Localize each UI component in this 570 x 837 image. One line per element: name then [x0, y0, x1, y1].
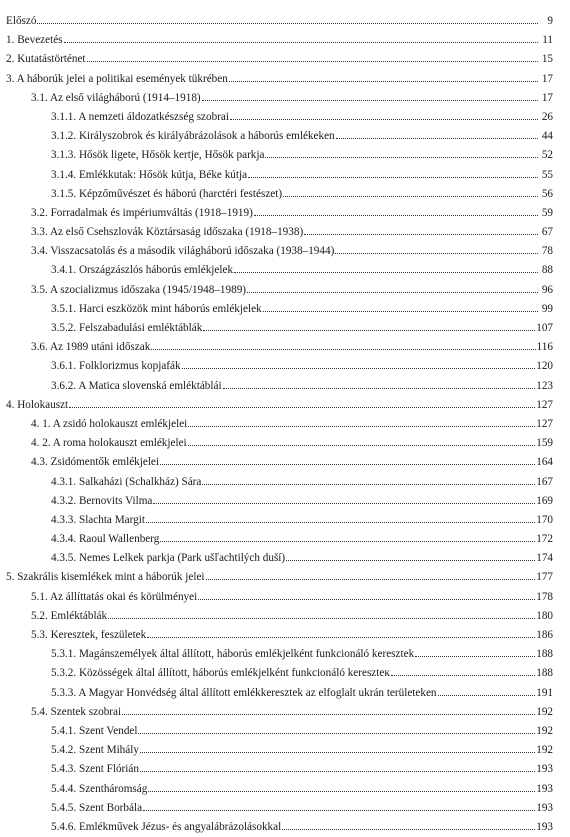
toc-entry-line: [51, 185, 553, 204]
toc-entry-page-number: 26: [541, 110, 553, 123]
toc-entry[interactable]: [51, 722, 570, 741]
toc-entry-title: 5.4.4. Szentháromság: [51, 782, 148, 795]
toc-entry-page-number: 11: [542, 34, 553, 47]
toc-entry-page-number: 96: [541, 283, 553, 296]
toc-entry-line: [31, 434, 553, 453]
dot-leader: [438, 694, 536, 696]
dot-leader: [202, 99, 538, 101]
toc-entry-page-number: 191: [536, 686, 553, 699]
toc-entry[interactable]: [31, 338, 570, 357]
dot-leader: [283, 195, 538, 197]
toc-entry-title: 5.1. Az állíttatás okai és körülményei: [31, 590, 198, 603]
toc-entry-title: 3.5. A szocializmus időszaka (1945/1948–1989): [31, 283, 247, 296]
toc-entry-title: 4. Holokauszt: [6, 398, 69, 411]
toc-entry[interactable]: [31, 223, 570, 242]
toc-entry-line: [51, 300, 553, 319]
toc-entry-title: 4.3.5. Nemes Lelkek parkja (Park ušľachtilých duší): [51, 552, 286, 565]
toc-entry-line: [51, 166, 553, 185]
toc-entry[interactable]: [31, 281, 570, 300]
toc-entry-title: 4.3.1. Salkaházi (Schalkház) Sára: [51, 475, 202, 488]
toc-entry[interactable]: [51, 261, 570, 280]
dot-leader: [223, 387, 536, 389]
dot-leader: [335, 252, 538, 254]
toc-entry[interactable]: [51, 511, 570, 530]
toc-entry-page-number: 159: [536, 437, 553, 450]
dot-leader: [202, 483, 535, 485]
toc-entry-title: 3.1.3. Hősök ligete, Hősök kertje, Hősök parkja: [51, 149, 265, 162]
dot-leader: [230, 118, 538, 120]
toc-entry-line: [31, 281, 553, 300]
toc-entry-title: 3.4.1. Országzászlós háborús emlékjelek: [51, 264, 234, 277]
dot-leader: [234, 271, 538, 273]
dot-leader: [108, 617, 535, 619]
toc-entry-page-number: 178: [536, 590, 553, 603]
toc-entry[interactable]: [31, 588, 570, 607]
toc-entry-title: 2. Kutatástörténet: [6, 53, 86, 66]
dot-leader: [206, 578, 536, 580]
toc-entry-page-number: 188: [536, 667, 553, 680]
toc-entry-line: [51, 664, 553, 683]
dot-leader: [248, 176, 538, 178]
dot-leader: [147, 636, 535, 638]
dot-leader: [263, 310, 538, 312]
toc-entry-line: [31, 626, 553, 645]
table-of-contents: [0, 12, 570, 837]
dot-leader: [247, 291, 538, 293]
toc-entry-page-number: 116: [536, 341, 553, 354]
toc-entry-title: 1. Bevezetés: [6, 34, 63, 47]
toc-entry[interactable]: [51, 818, 570, 837]
dot-leader: [146, 521, 535, 523]
toc-entry-line: [51, 127, 553, 146]
toc-entry[interactable]: [51, 357, 570, 376]
dot-leader: [182, 367, 536, 369]
toc-entry-line: [51, 108, 553, 127]
toc-entry-title: 5.3.3. A Magyar Honvédség által állított emlékkeresztek az elfoglalt ukrán területeken: [51, 686, 437, 699]
toc-entry-line: [31, 89, 553, 108]
dot-leader: [415, 655, 535, 657]
toc-entry[interactable]: [51, 127, 570, 146]
toc-entry-page-number: 67: [541, 226, 553, 239]
dot-leader: [138, 732, 535, 734]
toc-entry[interactable]: [51, 185, 570, 204]
dot-leader: [37, 22, 538, 24]
toc-entry-title: 4. 1. A zsidó holokauszt emlékjelei: [31, 417, 188, 430]
toc-entry[interactable]: [51, 492, 570, 511]
toc-entry-page-number: 193: [536, 820, 553, 833]
toc-entry-page-number: 186: [536, 629, 553, 641]
toc-entry-page-number: 169: [536, 494, 553, 507]
toc-entry-line: [6, 70, 553, 89]
toc-entry-title: 3.1.5. Képzőművészet és háború (harctéri festészet): [51, 187, 283, 200]
dot-leader: [143, 809, 535, 811]
toc-entry-line: [51, 511, 553, 530]
toc-entry[interactable]: [51, 146, 570, 165]
dot-leader: [336, 137, 538, 139]
toc-entry-line: [31, 223, 553, 242]
dot-leader: [140, 751, 535, 753]
toc-entry-title: 3.6.1. Folklorizmus kopjafák: [51, 360, 181, 373]
toc-entry-title: 5.4.6. Emlékművek Jézus- és angyalábrázolásokkal: [51, 820, 282, 833]
toc-entry-title: 3. A háborúk jelei a politikai események tükrében: [6, 72, 228, 85]
toc-entry-line: [51, 645, 553, 664]
toc-entry[interactable]: [51, 684, 570, 703]
toc-entry[interactable]: [51, 760, 570, 779]
toc-entry-title: 4.3.4. Raoul Wallenberg: [51, 533, 160, 546]
toc-entry-line: [31, 588, 553, 607]
toc-entry-page-number: 56: [541, 187, 553, 200]
toc-entry-line: [51, 722, 553, 741]
toc-entry-page-number: 193: [536, 801, 553, 814]
toc-entry-title: 5.4.5. Szent Borbála: [51, 801, 143, 814]
dot-leader: [254, 214, 538, 216]
toc-entry[interactable]: [6, 568, 570, 587]
toc-entry[interactable]: [51, 549, 570, 568]
dot-leader: [151, 348, 535, 350]
toc-entry-line: [31, 453, 553, 472]
toc-entry[interactable]: [6, 396, 570, 415]
toc-entry-line: [51, 146, 553, 165]
toc-entry-title: 5.2. Emléktáblák: [31, 609, 108, 622]
toc-entry-line: [51, 684, 553, 703]
toc-entry[interactable]: [31, 607, 570, 626]
toc-entry-page-number: 127: [536, 417, 553, 430]
toc-entry-title: 3.1.2. Királyszobrok és királyábrázolások a háborús emlékeken: [51, 130, 335, 143]
toc-entry-title: 3.1.4. Emlékkutak: Hősök kútja, Béke kútja: [51, 168, 248, 181]
dot-leader: [160, 463, 535, 465]
toc-entry[interactable]: [6, 70, 570, 89]
toc-entry-title: 3.3. Az első Csehszlovák Köztársaság időszaka (1918–1938): [31, 226, 304, 239]
toc-entry-title: Előszó: [6, 15, 37, 27]
toc-entry[interactable]: [6, 12, 570, 31]
toc-entry-title: 3.6. Az 1989 utáni időszak: [31, 341, 151, 354]
toc-entry-line: [6, 31, 553, 50]
toc-entry-page-number: 88: [541, 264, 553, 277]
toc-entry-line: [31, 607, 553, 626]
toc-entry-page-number: 17: [541, 72, 553, 85]
toc-entry-page-number: 15: [541, 53, 553, 66]
toc-entry[interactable]: [51, 645, 570, 664]
dot-leader: [140, 770, 535, 772]
toc-entry-page-number: 17: [541, 91, 553, 104]
toc-entry-line: [51, 549, 553, 568]
dot-leader: [229, 80, 538, 82]
toc-entry-title: 3.6.2. A Matica slovenská emléktáblái: [51, 379, 222, 392]
dot-leader: [198, 598, 535, 600]
toc-entry-page-number: 127: [536, 398, 553, 411]
toc-entry[interactable]: [31, 89, 570, 108]
toc-entry-title: 4.3. Zsidómentők emlékjelei: [31, 456, 160, 469]
toc-entry-title: 4. 2. A roma holokauszt emlékjelei: [31, 437, 187, 450]
toc-entry-page-number: 44: [541, 130, 553, 143]
toc-entry-page-number: 192: [536, 724, 553, 737]
toc-entry-page-number: 177: [536, 571, 553, 584]
toc-entry-page-number: 123: [536, 379, 553, 392]
toc-entry-page-number: 59: [541, 206, 553, 219]
dot-leader: [160, 540, 535, 542]
dot-leader: [391, 674, 535, 676]
toc-entry-page-number: 78: [541, 245, 553, 258]
toc-entry-page-number: 120: [536, 360, 553, 373]
toc-entry-title: 5.3. Keresztek, feszületek: [31, 629, 147, 641]
toc-entry-page-number: 164: [536, 456, 553, 469]
toc-entry-title: 4.3.3. Slachta Margit: [51, 513, 145, 526]
dot-leader: [203, 329, 535, 331]
toc-entry-title: 3.5.1. Harci eszközök mint háborús emlékjelek: [51, 302, 262, 315]
toc-entry-line: [31, 703, 553, 722]
dot-leader: [69, 406, 535, 408]
toc-entry-page-number: 180: [536, 609, 553, 622]
toc-entry-title: 5.3.1. Magánszemélyek által állított, háborús emlékjelként funkcionáló keresztek: [51, 648, 415, 661]
toc-entry-line: [51, 377, 553, 396]
toc-entry-title: 5.4.1. Szent Vendel: [51, 724, 138, 737]
toc-entry-title: 3.4. Visszacsatolás és a második világháború időszaka (1938–1944): [31, 245, 335, 258]
toc-entry-line: [51, 530, 553, 549]
dot-leader: [122, 713, 535, 715]
dot-leader: [153, 502, 535, 504]
toc-entry-page-number: 193: [536, 763, 553, 776]
toc-entry[interactable]: [31, 204, 570, 223]
toc-entry-page-number: 99: [541, 302, 553, 315]
toc-entry-page-number: 107: [536, 322, 553, 334]
toc-entry[interactable]: [51, 473, 570, 492]
dot-leader: [282, 828, 535, 830]
toc-entry-line: [31, 204, 553, 223]
toc-entry-line: [31, 415, 553, 434]
toc-entry-line: [6, 50, 553, 69]
toc-entry-line: [6, 396, 553, 415]
toc-entry[interactable]: [31, 415, 570, 434]
toc-entry-title: 5.4. Szentek szobrai: [31, 705, 122, 718]
toc-entry-line: [31, 242, 553, 261]
toc-entry-page-number: 188: [536, 648, 553, 661]
toc-entry-page-number: 170: [536, 513, 553, 526]
toc-entry-line: [51, 473, 553, 492]
toc-entry-line: [51, 319, 553, 338]
toc-entry-page-number: 193: [536, 782, 553, 795]
dot-leader: [188, 425, 535, 427]
toc-entry[interactable]: [51, 664, 570, 683]
toc-entry[interactable]: [51, 799, 570, 818]
toc-entry-page-number: 192: [536, 744, 553, 757]
toc-entry-title: 5.4.3. Szent Flórián: [51, 763, 139, 776]
toc-entry-line: [51, 357, 553, 376]
toc-entry-line: [51, 799, 553, 818]
dot-leader: [87, 60, 538, 62]
toc-entry-line: [51, 818, 553, 837]
toc-entry[interactable]: [31, 453, 570, 472]
dot-leader: [148, 790, 535, 792]
toc-entry[interactable]: [51, 530, 570, 549]
toc-entry[interactable]: [31, 626, 570, 645]
toc-entry-page-number: 9: [547, 15, 553, 27]
dot-leader: [304, 233, 538, 235]
toc-entry-page-number: 174: [536, 552, 553, 565]
toc-entry[interactable]: [51, 300, 570, 319]
toc-entry-page-number: 167: [536, 475, 553, 488]
toc-entry-line: [31, 338, 553, 357]
toc-entry[interactable]: [51, 780, 570, 799]
toc-entry-title: 3.1. Az első világháború (1914–1918): [31, 91, 201, 104]
toc-entry-title: 3.5.2. Felszabadulási emléktáblák: [51, 322, 203, 334]
toc-entry-title: 5. Szakrális kisemlékek mint a háborúk jelei: [6, 571, 205, 584]
toc-entry[interactable]: [31, 434, 570, 453]
toc-entry-title: 4.3.2. Bernovits Vilma: [51, 494, 153, 507]
toc-entry[interactable]: [31, 242, 570, 261]
dot-leader: [188, 444, 536, 446]
toc-entry-line: [6, 12, 553, 31]
toc-entry-line: [6, 568, 553, 587]
toc-entry-line: [51, 780, 553, 799]
toc-entry[interactable]: [6, 50, 570, 69]
toc-entry-page-number: 52: [541, 149, 553, 162]
toc-entry[interactable]: [51, 108, 570, 127]
dot-leader: [64, 41, 538, 43]
dot-leader: [286, 559, 535, 561]
dot-leader: [265, 156, 538, 158]
toc-entry-page-number: 55: [541, 168, 553, 181]
toc-entry-page-number: 172: [536, 533, 553, 546]
toc-entry-title: 5.4.2. Szent Mihály: [51, 744, 139, 757]
toc-entry-line: [51, 261, 553, 280]
toc-entry-title: 3.2. Forradalmak és impériumváltás (1918–1919): [31, 206, 253, 219]
toc-entry[interactable]: [51, 166, 570, 185]
toc-entry-line: [51, 741, 553, 760]
toc-entry[interactable]: [31, 703, 570, 722]
toc-entry-line: [51, 760, 553, 779]
toc-entry-line: [51, 492, 553, 511]
toc-entry-title: 3.1.1. A nemzeti áldozatkészség szobrai: [51, 110, 230, 123]
toc-entry[interactable]: [6, 31, 570, 50]
toc-entry[interactable]: [51, 377, 570, 396]
toc-entry-page-number: 192: [536, 705, 553, 718]
toc-entry[interactable]: [51, 741, 570, 760]
toc-entry[interactable]: [51, 319, 570, 338]
toc-entry-title: 5.3.2. Közösségek által állított, háborús emlékjelként funkcionáló kereszteк: [51, 667, 390, 680]
